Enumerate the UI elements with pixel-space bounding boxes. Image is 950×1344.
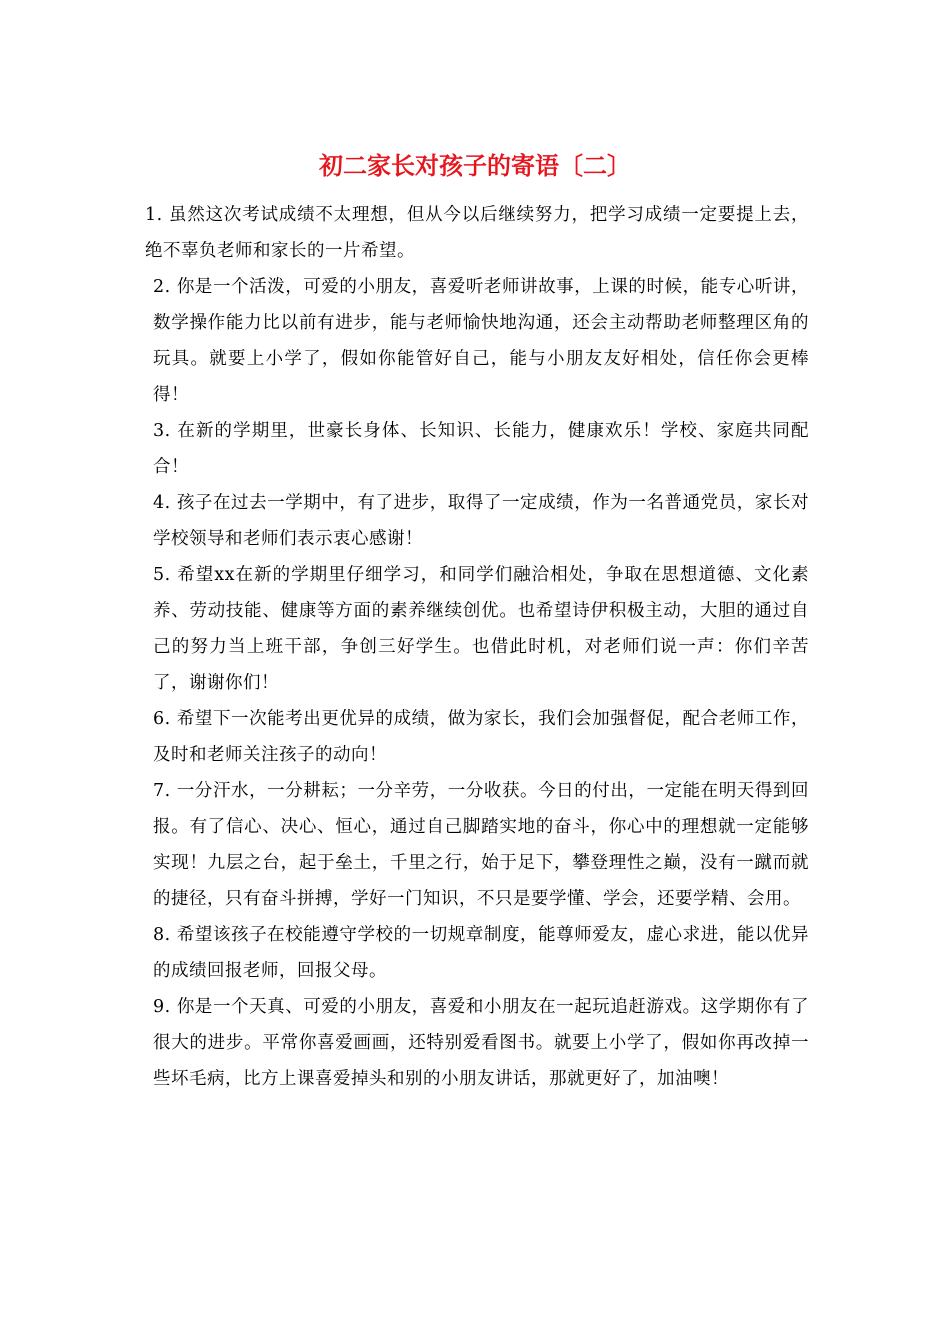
paragraph-7: 7. 一分汗水，一分耕耘；一分辛劳，一分收获。今日的付出，一定能在明天得到回报。有了信心、决心、恒心，通过自己脚踏实地的奋斗，你心中的理想就一定能够实现！九层之台，起于垒土，千里之行，始于足下，攀登理性之巅，没有一蹴而就的捷径，只有奋斗拼搏，学好一门知识，不只是要学懂、学会，还要学精、会用。 — [153, 781, 809, 909]
paragraph-9: 9. 你是一个天真、可爱的小朋友，喜爱和小朋友在一起玩追赶游戏。这学期你有了很大的进步。平常你喜爱画画，还特别爱看图书。就要上小学了，假如你再改掉一些坏毛病，比方上课喜爱掉头和别的小朋友讲话，那就更好了，加油噢！ — [153, 997, 809, 1089]
paragraph-4: 4. 孩子在过去一学期中，有了进步，取得了一定成绩，作为一名普通党员，家长对学校领导和老师们表示衷心感谢！ — [153, 493, 809, 549]
paragraph-1: 1. 虽然这次考试成绩不太理想，但从今以后继续努力，把学习成绩一定要提上去，绝不辜负老师和家长的一片希望。 — [145, 205, 809, 261]
paragraph-5: 5. 希望xx在新的学期里仔细学习，和同学们融洽相处，争取在思想道德、文化素养、劳动技能、健康等方面的素养继续创优。也希望诗伊积极主动，大胆的通过自己的努力当上班干部，争创三好学生。也借此时机，对老师们说一声：你们辛苦了，谢谢你们！ — [153, 565, 809, 693]
document-body — [145, 197, 809, 1097]
paragraph-3: 3. 在新的学期里，世豪长身体、长知识、长能力，健康欢乐！学校、家庭共同配合！ — [153, 421, 809, 477]
document-title: 初二家长对孩子的寄语〔二〕 — [319, 151, 631, 180]
paragraph-8: 8. 希望该孩子在校能遵守学校的一切规章制度，能尊师爱友，虚心求进，能以优异的成绩回报老师，回报父母。 — [153, 925, 809, 981]
paragraph-6: 6. 希望下一次能考出更优异的成绩，做为家长，我们会加强督促，配合老师工作，及时和老师关注孩子的动向！ — [153, 709, 809, 765]
paragraph-2: 2. 你是一个活泼，可爱的小朋友，喜爱听老师讲故事，上课的时候，能专心听讲，数学操作能力比以前有进步，能与老师愉快地沟通，还会主动帮助老师整理区角的玩具。就要上小学了，假如你能管好自己，能与小朋友友好相处，信任你会更棒得！ — [153, 277, 809, 405]
